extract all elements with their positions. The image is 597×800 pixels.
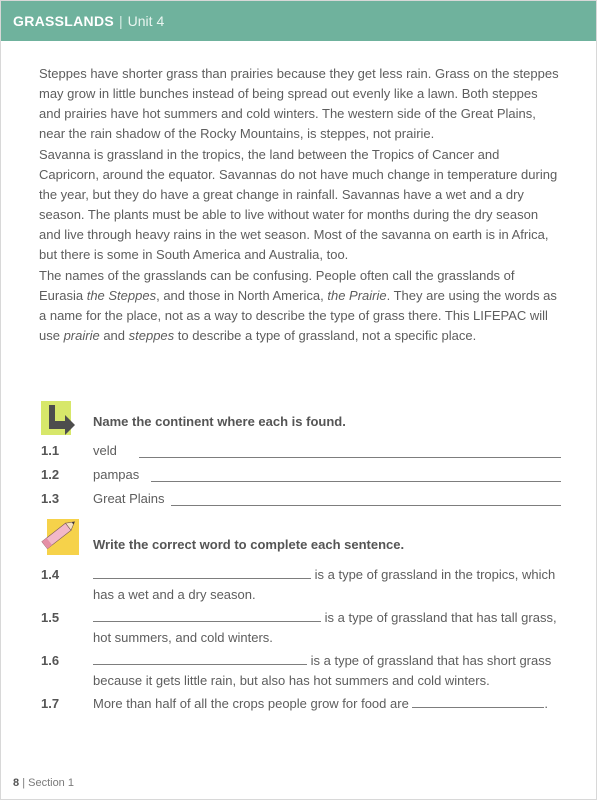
answer-line-1-1[interactable] (139, 457, 561, 458)
header-title: GRASSLANDS (13, 13, 115, 29)
sentence-part: is a type of grassland in the tropics, which (311, 567, 556, 582)
p3-text-e: . They are using the words as a name for the place, not as a way to describe the type of grass there. This LIFEPAC will use (39, 288, 557, 343)
p3-text-g: and (99, 328, 129, 343)
p3-italic-prairie-word: prairie (63, 328, 100, 343)
question-1-1 (41, 443, 561, 463)
answer-line-1-2[interactable] (151, 481, 561, 482)
header-separator: | (119, 13, 123, 29)
question-number: 1.1 (41, 443, 60, 458)
question-number: 1.3 (41, 491, 60, 506)
question-number: 1.5 (41, 610, 60, 625)
page-header (1, 1, 596, 41)
page-number: 8 (13, 777, 20, 789)
answer-blank-1-7[interactable] (412, 695, 544, 708)
footer-section: Section 1 (28, 777, 74, 789)
question-1-2 (41, 467, 561, 487)
instruction-complete-sentence: Write the correct word to complete each sentence. (93, 537, 405, 552)
paragraph-steppes: Steppes have shorter grass than prairies because they get less rain. Grass on the steppes may grow in little bunches instead of being spread out evenly like a lawn. Both steppes and prairies have hot summers and cold winters. The western side of the Great Plains, near the rain shadow of the Rocky Mountains, is steppes, not prairie. (39, 66, 559, 141)
page-footer (13, 777, 74, 789)
p3-italic-steppes: the Steppes (86, 288, 157, 303)
p3-text-a: The names of the grasslands can be confusing. People often call the grasslands of Eurasia (39, 268, 515, 303)
question-number: 1.6 (41, 653, 60, 668)
answer-blank-1-6[interactable] (93, 652, 307, 665)
sentence-part: hot summers, and cold winters. (93, 630, 273, 645)
sentence-part: is a type of grassland that has tall grass, (321, 610, 557, 625)
header-unit: Unit 4 (127, 13, 165, 29)
sentence-part: is a type of grassland that has short grass (307, 653, 552, 668)
question-label: pampas (93, 467, 140, 482)
sentence-part: because it gets little rain, but also has hot summers and cold winters. (93, 673, 490, 688)
question-1-3 (41, 491, 561, 511)
answer-blank-1-5[interactable] (93, 609, 321, 622)
footer-separator: | (22, 777, 26, 789)
question-label: Great Plains (93, 491, 165, 506)
sentence-part: has a wet and a dry season. (93, 587, 256, 602)
pencil-icon (39, 513, 83, 559)
sentence-part: . (544, 696, 549, 711)
p3-italic-steppes-word: steppes (128, 328, 175, 343)
question-number: 1.4 (41, 567, 60, 582)
paragraph-savanna: Savanna is grassland in the tropics, the land between the Tropics of Cancer and Capricorn, around the equator. Savannas do not have much change in temperature during the year, but they do have a great change in rainfall. Savannas have a wet and a dry season. The plants must be able to live without water for months during the dry season and live through heavy rains in the wet season. Most of the savanna on earth is in Africa, but there is some in South America and Australia, too. (39, 147, 558, 262)
p3-italic-prairie: the Prairie (327, 288, 387, 303)
question-label: veld (93, 443, 117, 458)
answer-blank-1-4[interactable] (93, 566, 311, 579)
question-number: 1.2 (41, 467, 60, 482)
p3-text-c: , and those in North America, (156, 288, 328, 303)
instruction-continent: Name the continent where each is found. (93, 414, 346, 429)
arrow-turn-icon (41, 401, 75, 437)
answer-line-1-3[interactable] (171, 505, 561, 506)
sentence-part: More than half of all the crops people grow for food are (93, 696, 413, 711)
question-number: 1.7 (41, 696, 60, 711)
paragraph-names (39, 266, 559, 346)
p3-text-i: to describe a type of grassland, not a specific place. (174, 328, 477, 343)
